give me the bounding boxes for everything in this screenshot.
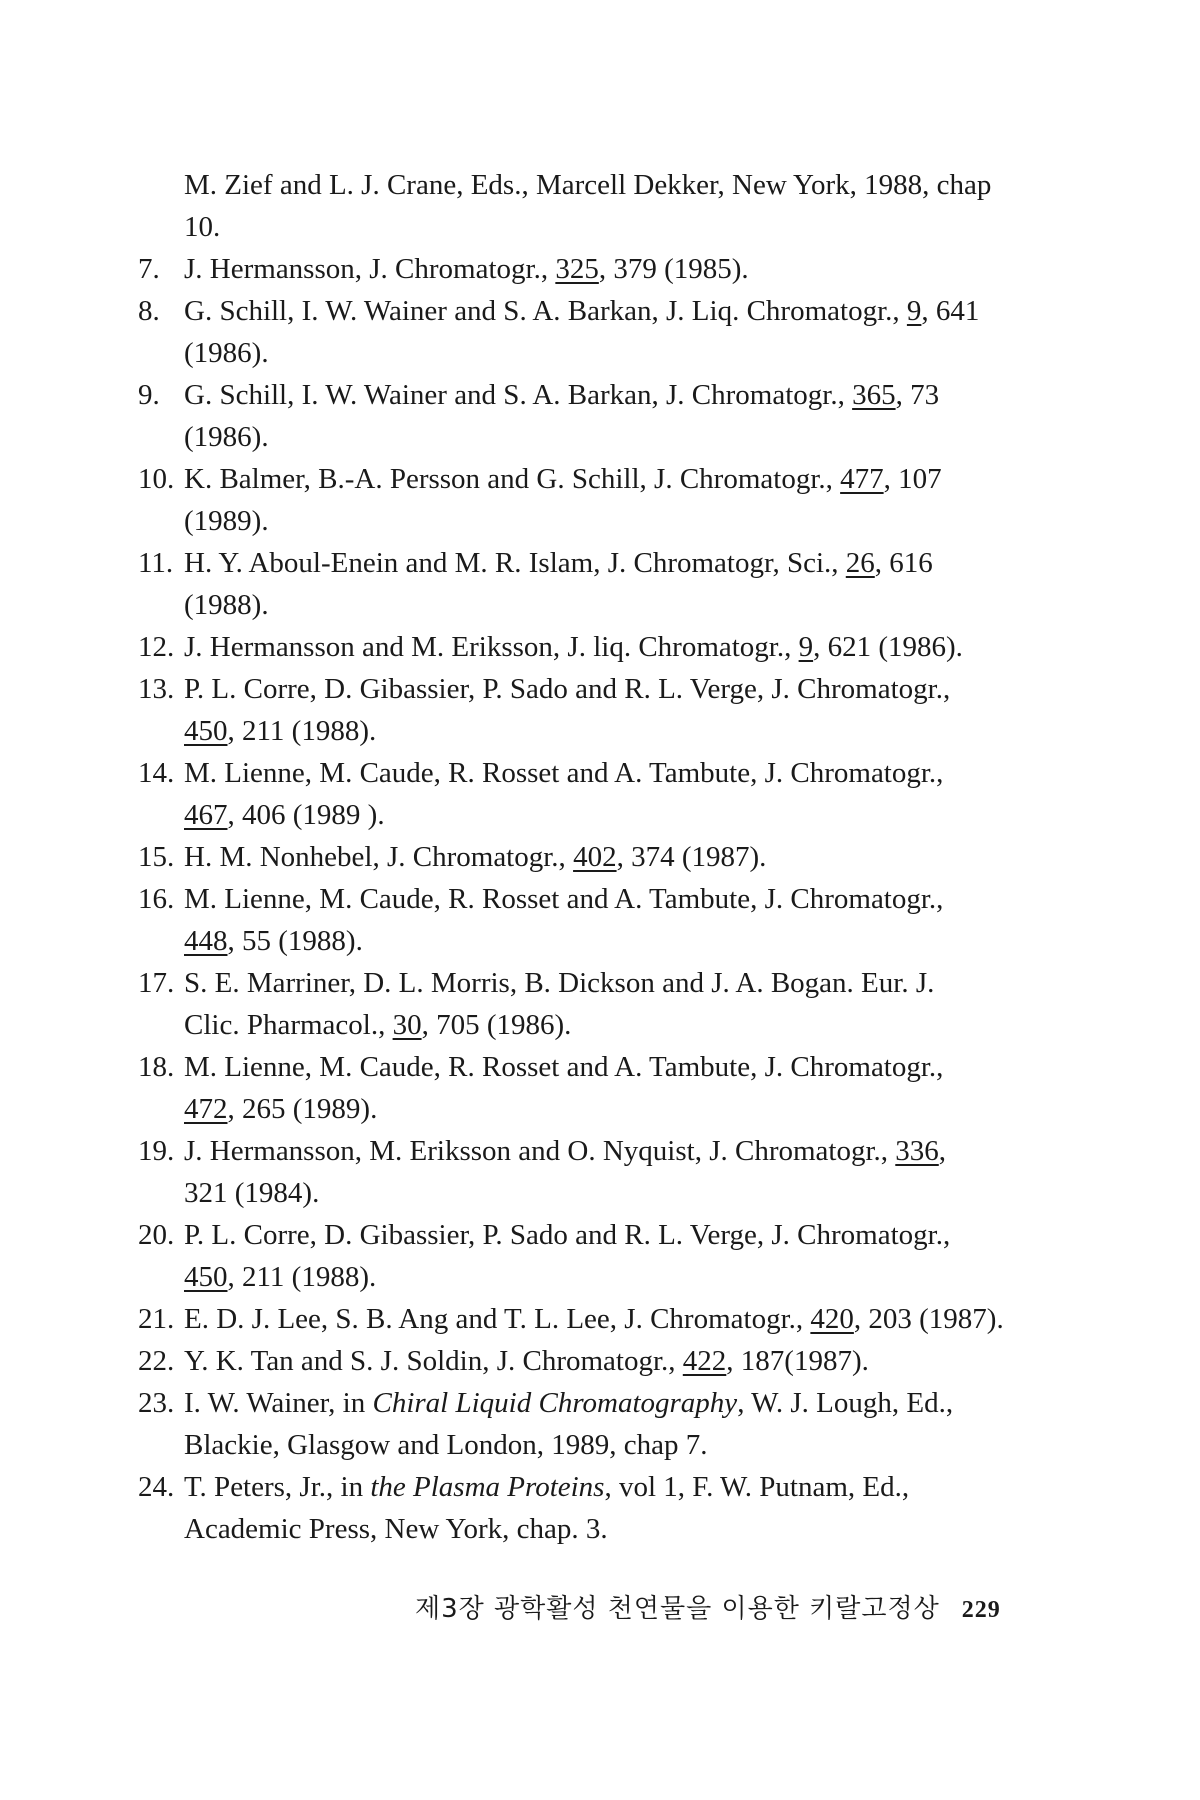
reference-text xyxy=(184,962,1018,1046)
reference-item xyxy=(138,752,1018,836)
volume-number: 325 xyxy=(555,253,599,285)
reference-segment: (1989). xyxy=(184,505,269,537)
reference-text xyxy=(184,1382,1018,1466)
reference-line xyxy=(184,878,1018,920)
reference-segment: S. E. Marriner, D. L. Morris, B. Dickson and J. A. Bogan. Eur. J. xyxy=(184,967,935,999)
volume-number: 9 xyxy=(906,295,922,327)
reference-number: 12. xyxy=(138,631,175,663)
reference-segment: , 211 (1988). xyxy=(227,1261,377,1293)
reference-segment: Blackie, Glasgow and London, 1989, chap 7. xyxy=(184,1429,708,1461)
reference-segment: G. Schill, I. W. Wainer and S. A. Barkan, J. Liq. Chromatogr., xyxy=(184,295,907,327)
reference-text xyxy=(184,542,1018,626)
volume-number: 467 xyxy=(184,799,228,831)
reference-line xyxy=(184,1088,1018,1130)
reference-segment: , vol 1, F. W. Putnam, Ed., xyxy=(604,1471,910,1503)
reference-line xyxy=(184,1214,1018,1256)
reference-segment: M. Lienne, M. Caude, R. Rosset and A. Tambute, J. Chromatogr., xyxy=(184,883,944,915)
reference-segment: , 55 (1988). xyxy=(227,925,363,957)
reference-item xyxy=(138,962,1018,1046)
book-title: Chiral Liquid Chromatography xyxy=(372,1387,738,1419)
reference-item xyxy=(138,458,1018,542)
reference-line xyxy=(184,248,1018,290)
reference-item xyxy=(138,878,1018,962)
page-footer xyxy=(415,1588,1055,1625)
reference-item xyxy=(138,1214,1018,1298)
reference-line xyxy=(184,1298,1018,1340)
reference-text xyxy=(184,1130,1018,1214)
reference-item xyxy=(138,626,1018,668)
reference-number: 14. xyxy=(138,757,175,789)
reference-segment: H. M. Nonhebel, J. Chromatogr., xyxy=(184,841,574,873)
reference-segment: , 73 xyxy=(895,379,940,411)
reference-line xyxy=(184,500,1018,542)
reference-segment: Academic Press, New York, chap. 3. xyxy=(184,1513,608,1545)
reference-number: 15. xyxy=(138,841,175,873)
reference-line xyxy=(184,1340,1018,1382)
reference-item xyxy=(138,248,1018,290)
reference-line xyxy=(184,626,1018,668)
reference-number: 20. xyxy=(138,1219,175,1251)
reference-segment: Clic. Pharmacol., xyxy=(184,1009,393,1041)
reference-segment: M. Lienne, M. Caude, R. Rosset and A. Tambute, J. Chromatogr., xyxy=(184,757,944,789)
reference-number: 24. xyxy=(138,1471,175,1503)
reference-line xyxy=(184,1424,1018,1466)
reference-item xyxy=(138,374,1018,458)
reference-text xyxy=(184,164,1018,248)
reference-text xyxy=(184,458,1018,542)
reference-segment: H. Y. Aboul-Enein and M. R. Islam, J. Chromatogr, Sci., xyxy=(184,547,846,579)
reference-segment: E. D. J. Lee, S. B. Ang and T. L. Lee, J. Chromatogr., xyxy=(184,1303,811,1335)
reference-number: 11. xyxy=(138,547,174,579)
reference-item xyxy=(138,668,1018,752)
reference-line xyxy=(184,1256,1018,1298)
reference-item xyxy=(138,1130,1018,1214)
reference-segment: I. W. Wainer, in xyxy=(184,1387,373,1419)
reference-segment: Y. K. Tan and S. J. Soldin, J. Chromatogr., xyxy=(184,1345,683,1377)
reference-text xyxy=(184,1466,1018,1550)
reference-line xyxy=(184,836,1018,878)
reference-number: 9. xyxy=(138,379,160,411)
reference-number: 22. xyxy=(138,1345,175,1377)
reference-line xyxy=(184,290,1018,332)
reference-line xyxy=(184,458,1018,500)
reference-text xyxy=(184,836,1018,878)
reference-line xyxy=(184,668,1018,710)
reference-segment: , 187(1987). xyxy=(726,1345,869,1377)
volume-number: 448 xyxy=(184,925,228,957)
reference-item xyxy=(138,1382,1018,1466)
reference-segment: 321 (1984). xyxy=(184,1177,320,1209)
reference-segment: P. L. Corre, D. Gibassier, P. Sado and R. L. Verge, J. Chromatogr., xyxy=(184,1219,951,1251)
reference-segment: 10. xyxy=(184,211,221,243)
reference-item xyxy=(138,164,1018,248)
reference-number: 10. xyxy=(138,463,175,495)
reference-text xyxy=(184,1340,1018,1382)
reference-segment: T. Peters, Jr., in xyxy=(184,1471,371,1503)
volume-number: 30 xyxy=(392,1009,422,1041)
page-number: 229 xyxy=(961,1597,1001,1623)
reference-segment: M. Lienne, M. Caude, R. Rosset and A. Tambute, J. Chromatogr., xyxy=(184,1051,944,1083)
reference-line xyxy=(184,542,1018,584)
volume-number: 402 xyxy=(573,841,617,873)
reference-number: 23. xyxy=(138,1387,175,1419)
reference-text xyxy=(184,626,1018,668)
reference-line xyxy=(184,1130,1018,1172)
reference-segment: P. L. Corre, D. Gibassier, P. Sado and R. L. Verge, J. Chromatogr., xyxy=(184,673,951,705)
reference-text xyxy=(184,1298,1018,1340)
volume-number: 422 xyxy=(682,1345,727,1377)
reference-line xyxy=(184,164,1018,206)
volume-number: 365 xyxy=(852,379,896,411)
volume-number: 26 xyxy=(845,547,875,579)
reference-segment: , 203 (1987). xyxy=(853,1303,1004,1335)
reference-line xyxy=(184,206,1018,248)
reference-line xyxy=(184,752,1018,794)
volume-number: 472 xyxy=(184,1093,228,1125)
reference-line xyxy=(184,584,1018,626)
reference-number: 17. xyxy=(138,967,175,999)
reference-text xyxy=(184,374,1018,458)
reference-text xyxy=(184,878,1018,962)
reference-line xyxy=(184,1466,1018,1508)
reference-line xyxy=(184,1046,1018,1088)
reference-segment: , 107 xyxy=(883,463,942,495)
reference-number: 13. xyxy=(138,673,175,705)
reference-number: 7. xyxy=(138,253,160,285)
reference-line xyxy=(184,794,1018,836)
reference-item xyxy=(138,1466,1018,1550)
reference-text xyxy=(184,248,1018,290)
reference-line xyxy=(184,962,1018,1004)
reference-segment: K. Balmer, B.-A. Persson and G. Schill, J. Chromatogr., xyxy=(184,463,841,495)
reference-item xyxy=(138,836,1018,878)
reference-number: 21. xyxy=(138,1303,175,1335)
reference-segment: , 211 (1988). xyxy=(227,715,377,747)
reference-line xyxy=(184,1382,1018,1424)
reference-segment: , 616 xyxy=(874,547,933,579)
reference-item xyxy=(138,542,1018,626)
reference-segment: (1988). xyxy=(184,589,269,621)
reference-segment: J. Hermansson, M. Eriksson and O. Nyquist, J. Chromatogr., xyxy=(184,1135,896,1167)
volume-number: 336 xyxy=(895,1135,939,1167)
chapter-title: 제3장 광학활성 천연물을 이용한 키랄고정상 xyxy=(415,1594,940,1624)
reference-list xyxy=(138,164,1018,1550)
reference-segment: , 406 (1989 ). xyxy=(227,799,385,831)
reference-segment: , 379 (1985). xyxy=(598,253,749,285)
volume-number: 477 xyxy=(840,463,884,495)
reference-line xyxy=(184,1508,1018,1550)
reference-segment: (1986). xyxy=(184,421,269,453)
reference-segment: , 374 (1987). xyxy=(616,841,767,873)
reference-segment: , 705 (1986). xyxy=(421,1009,572,1041)
reference-line xyxy=(184,1172,1018,1214)
reference-segment: J. Hermansson and M. Eriksson, J. liq. Chromatogr., xyxy=(184,631,799,663)
reference-number: 8. xyxy=(138,295,160,327)
reference-item xyxy=(138,1340,1018,1382)
reference-number: 19. xyxy=(138,1135,175,1167)
reference-text xyxy=(184,752,1018,836)
volume-number: 450 xyxy=(184,1261,228,1293)
reference-segment: G. Schill, I. W. Wainer and S. A. Barkan, J. Chromatogr., xyxy=(184,379,853,411)
reference-segment: , W. J. Lough, Ed., xyxy=(737,1387,954,1419)
reference-segment: M. Zief and L. J. Crane, Eds., Marcell Dekker, New York, 1988, chap xyxy=(184,169,992,201)
reference-segment: , 265 (1989). xyxy=(227,1093,378,1125)
reference-segment: (1986). xyxy=(184,337,269,369)
volume-number: 450 xyxy=(184,715,228,747)
volume-number: 420 xyxy=(810,1303,854,1335)
reference-line xyxy=(184,710,1018,752)
reference-text xyxy=(184,1214,1018,1298)
reference-item xyxy=(138,1046,1018,1130)
reference-text xyxy=(184,668,1018,752)
reference-line xyxy=(184,1004,1018,1046)
reference-line xyxy=(184,332,1018,374)
book-title: the Plasma Proteins xyxy=(370,1471,605,1503)
reference-segment: J. Hermansson, J. Chromatogr., xyxy=(184,253,556,285)
reference-item xyxy=(138,1298,1018,1340)
reference-segment: , 621 (1986). xyxy=(813,631,963,663)
reference-text xyxy=(184,290,1018,374)
reference-item xyxy=(138,290,1018,374)
reference-segment: , 641 xyxy=(921,295,980,327)
reference-number: 16. xyxy=(138,883,175,915)
reference-line xyxy=(184,374,1018,416)
reference-segment: , xyxy=(938,1135,947,1167)
volume-number: 9 xyxy=(798,631,814,663)
reference-line xyxy=(184,416,1018,458)
reference-text xyxy=(184,1046,1018,1130)
reference-line xyxy=(184,920,1018,962)
reference-number: 18. xyxy=(138,1051,175,1083)
